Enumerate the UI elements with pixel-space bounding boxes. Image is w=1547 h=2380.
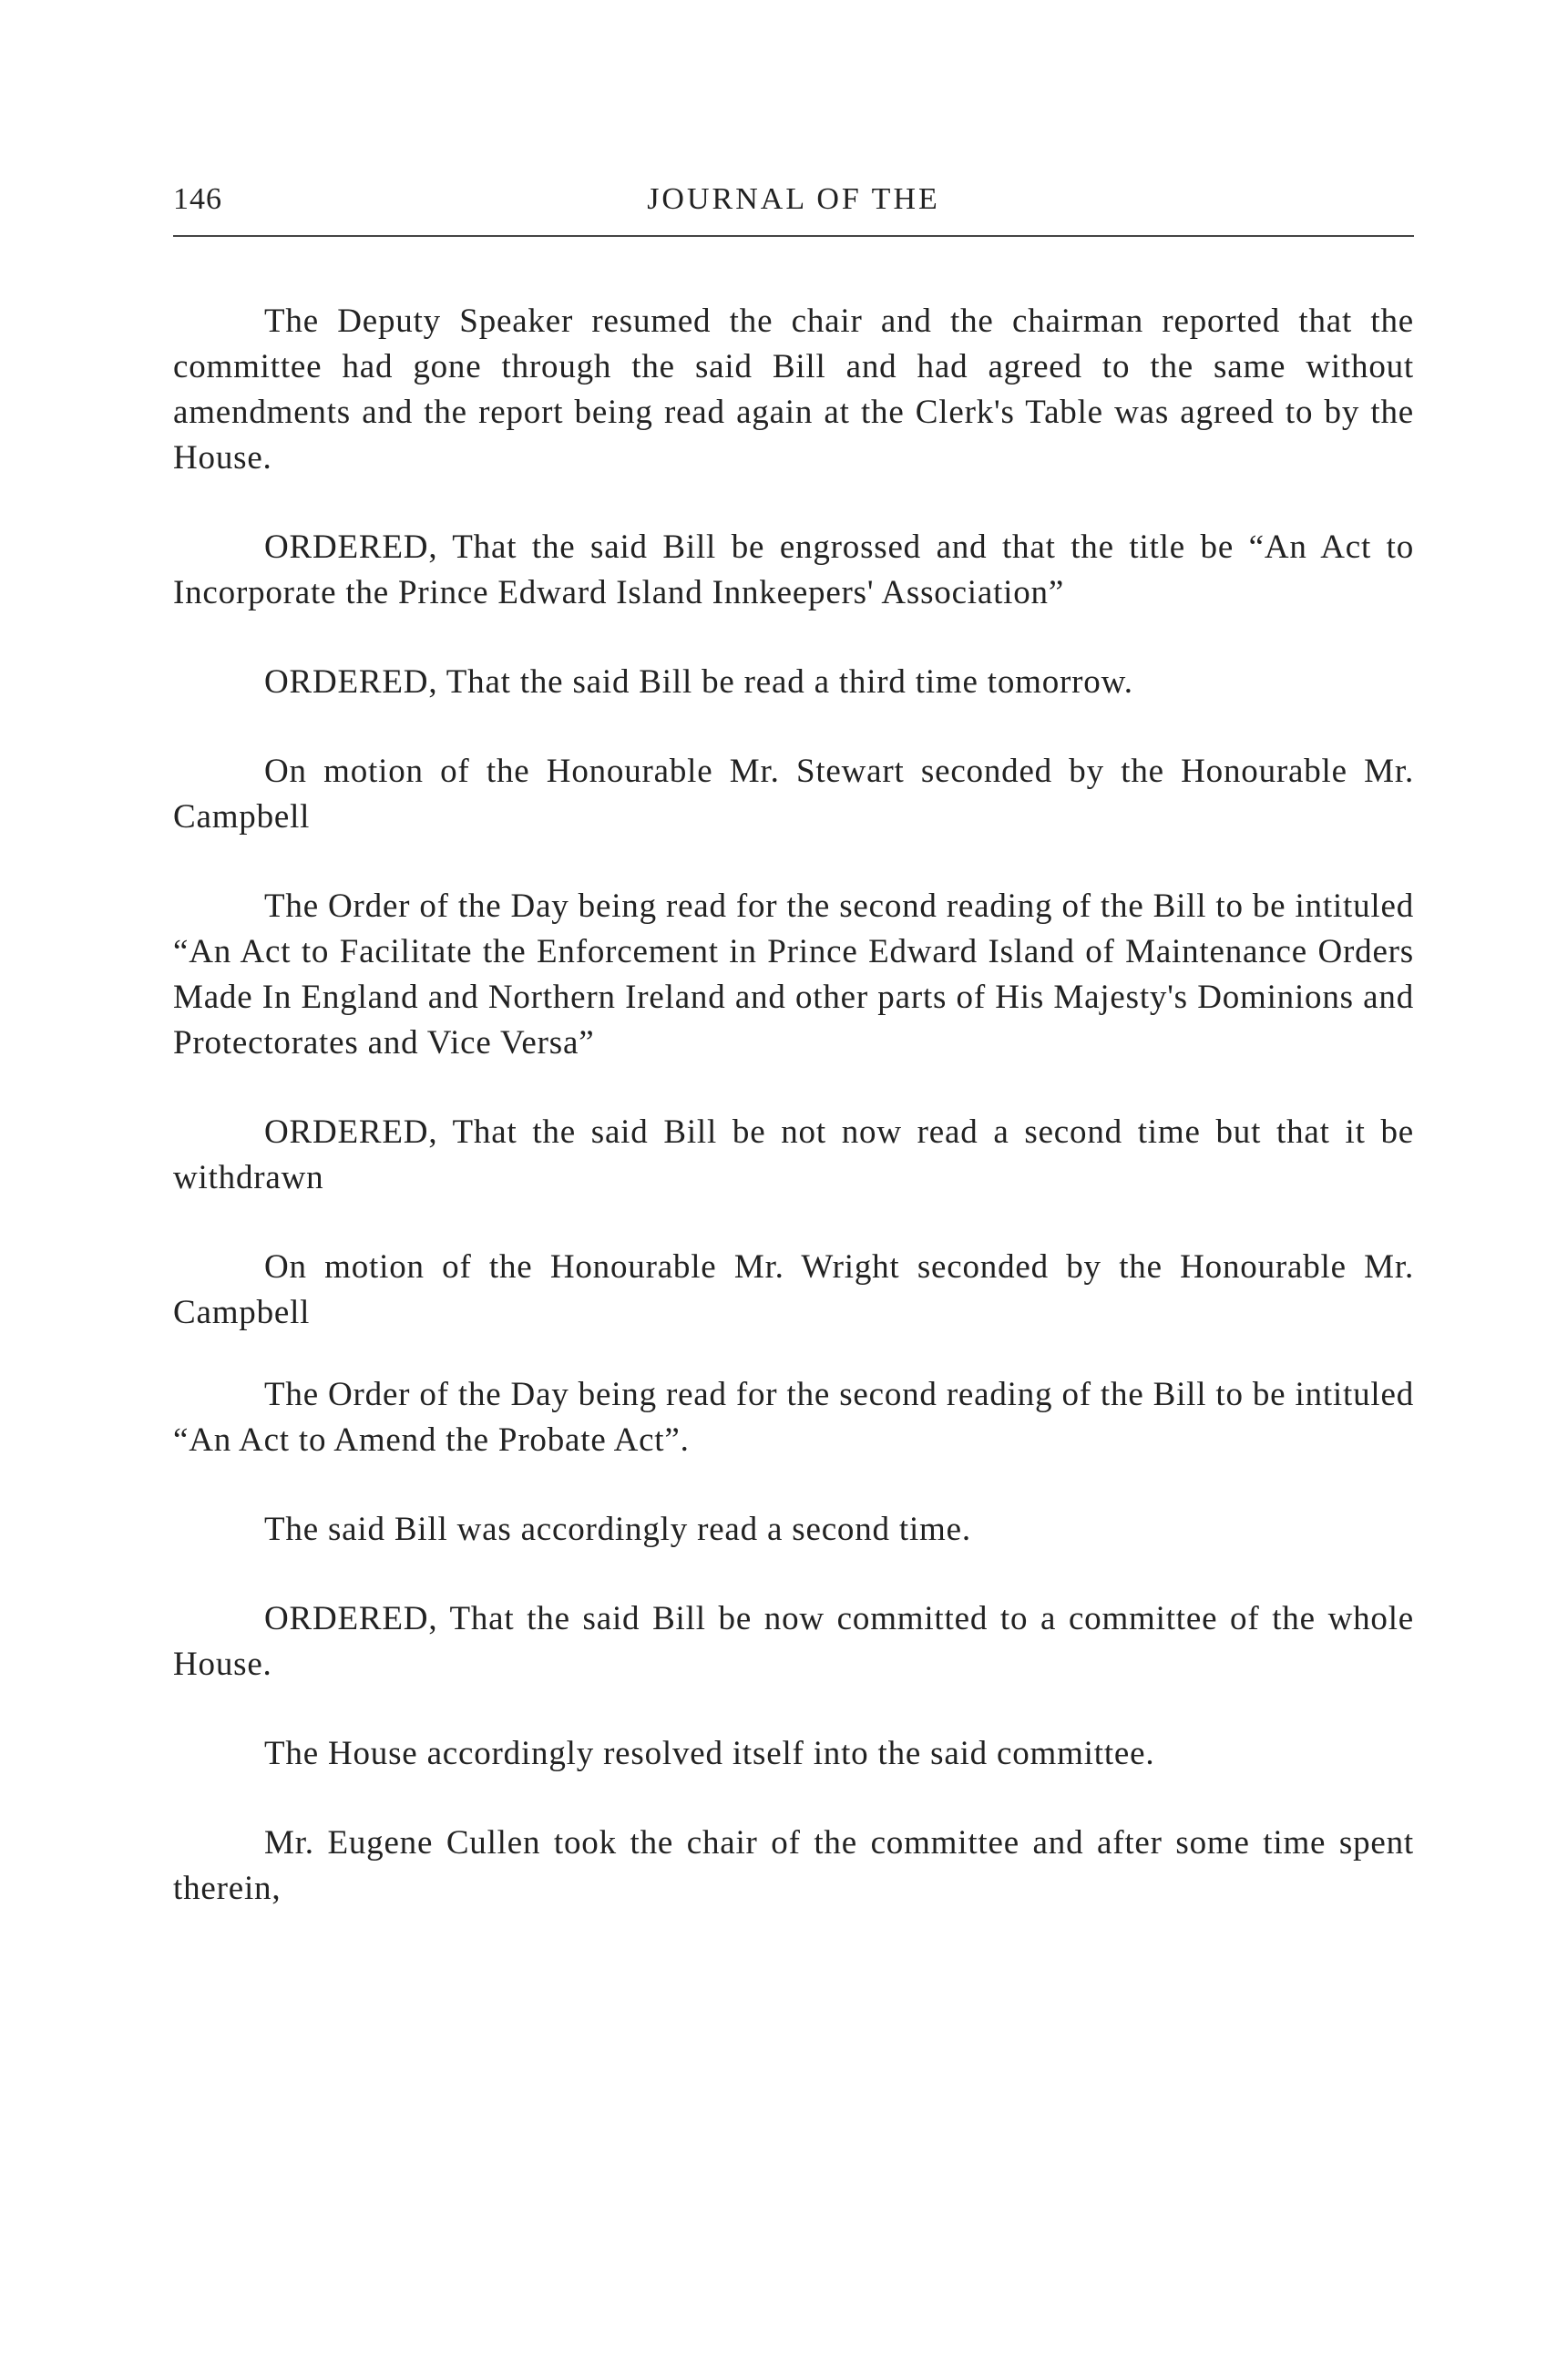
paragraph: ORDERED, That the said Bill be engrossed and that the title be “An Act to Incorporate the Prince Edward Island Innkeepers' Association”: [173, 528, 1414, 611]
page-header: [173, 182, 1414, 237]
journal-body: [173, 299, 1414, 1955]
paragraph: The House accordingly resolved itself into the said committee.: [264, 1735, 1155, 1772]
paragraph: The Order of the Day being read for the second reading of the Bill to be intituled “An Act to Facilitate the Enforcement in Prince Edward Island of Maintenance Orders Made In England and Northern Ireland and other parts of His Majesty's Dominions and Protectorates and Vice Versa”: [173, 887, 1414, 1062]
paragraph: On motion of the Honourable Mr. Wright seconded by the Honourable Mr. Campbell: [173, 1248, 1414, 1331]
page-number: 146: [173, 182, 222, 216]
paragraph: ORDERED, That the said Bill be not now read a second time but that it be withdrawn: [173, 1113, 1414, 1196]
paragraph: ORDERED, That the said Bill be read a third time tomorrow.: [264, 663, 1133, 701]
paragraph: On motion of the Honourable Mr. Stewart seconded by the Honourable Mr. Campbell: [173, 753, 1414, 836]
paragraph: The Order of the Day being read for the second reading of the Bill to be intituled “An Act to Amend the Probate Act”.: [173, 1376, 1414, 1459]
running-head: JOURNAL OF THE: [647, 182, 940, 216]
paragraph: ORDERED, That the said Bill be now committed to a committee of the whole House.: [173, 1600, 1414, 1683]
paragraph: Mr. Eugene Cullen took the chair of the committee and after some time spent therein,: [173, 1824, 1414, 1907]
paragraph: The said Bill was accordingly read a second time.: [264, 1511, 971, 1548]
header-rule: [173, 235, 1414, 237]
paragraph: The Deputy Speaker resumed the chair and the chairman reported that the committee had gone through the said Bill and had agreed to the same without amendments and the report being read again at the Clerk's Table was agreed to by the House.: [173, 303, 1414, 477]
